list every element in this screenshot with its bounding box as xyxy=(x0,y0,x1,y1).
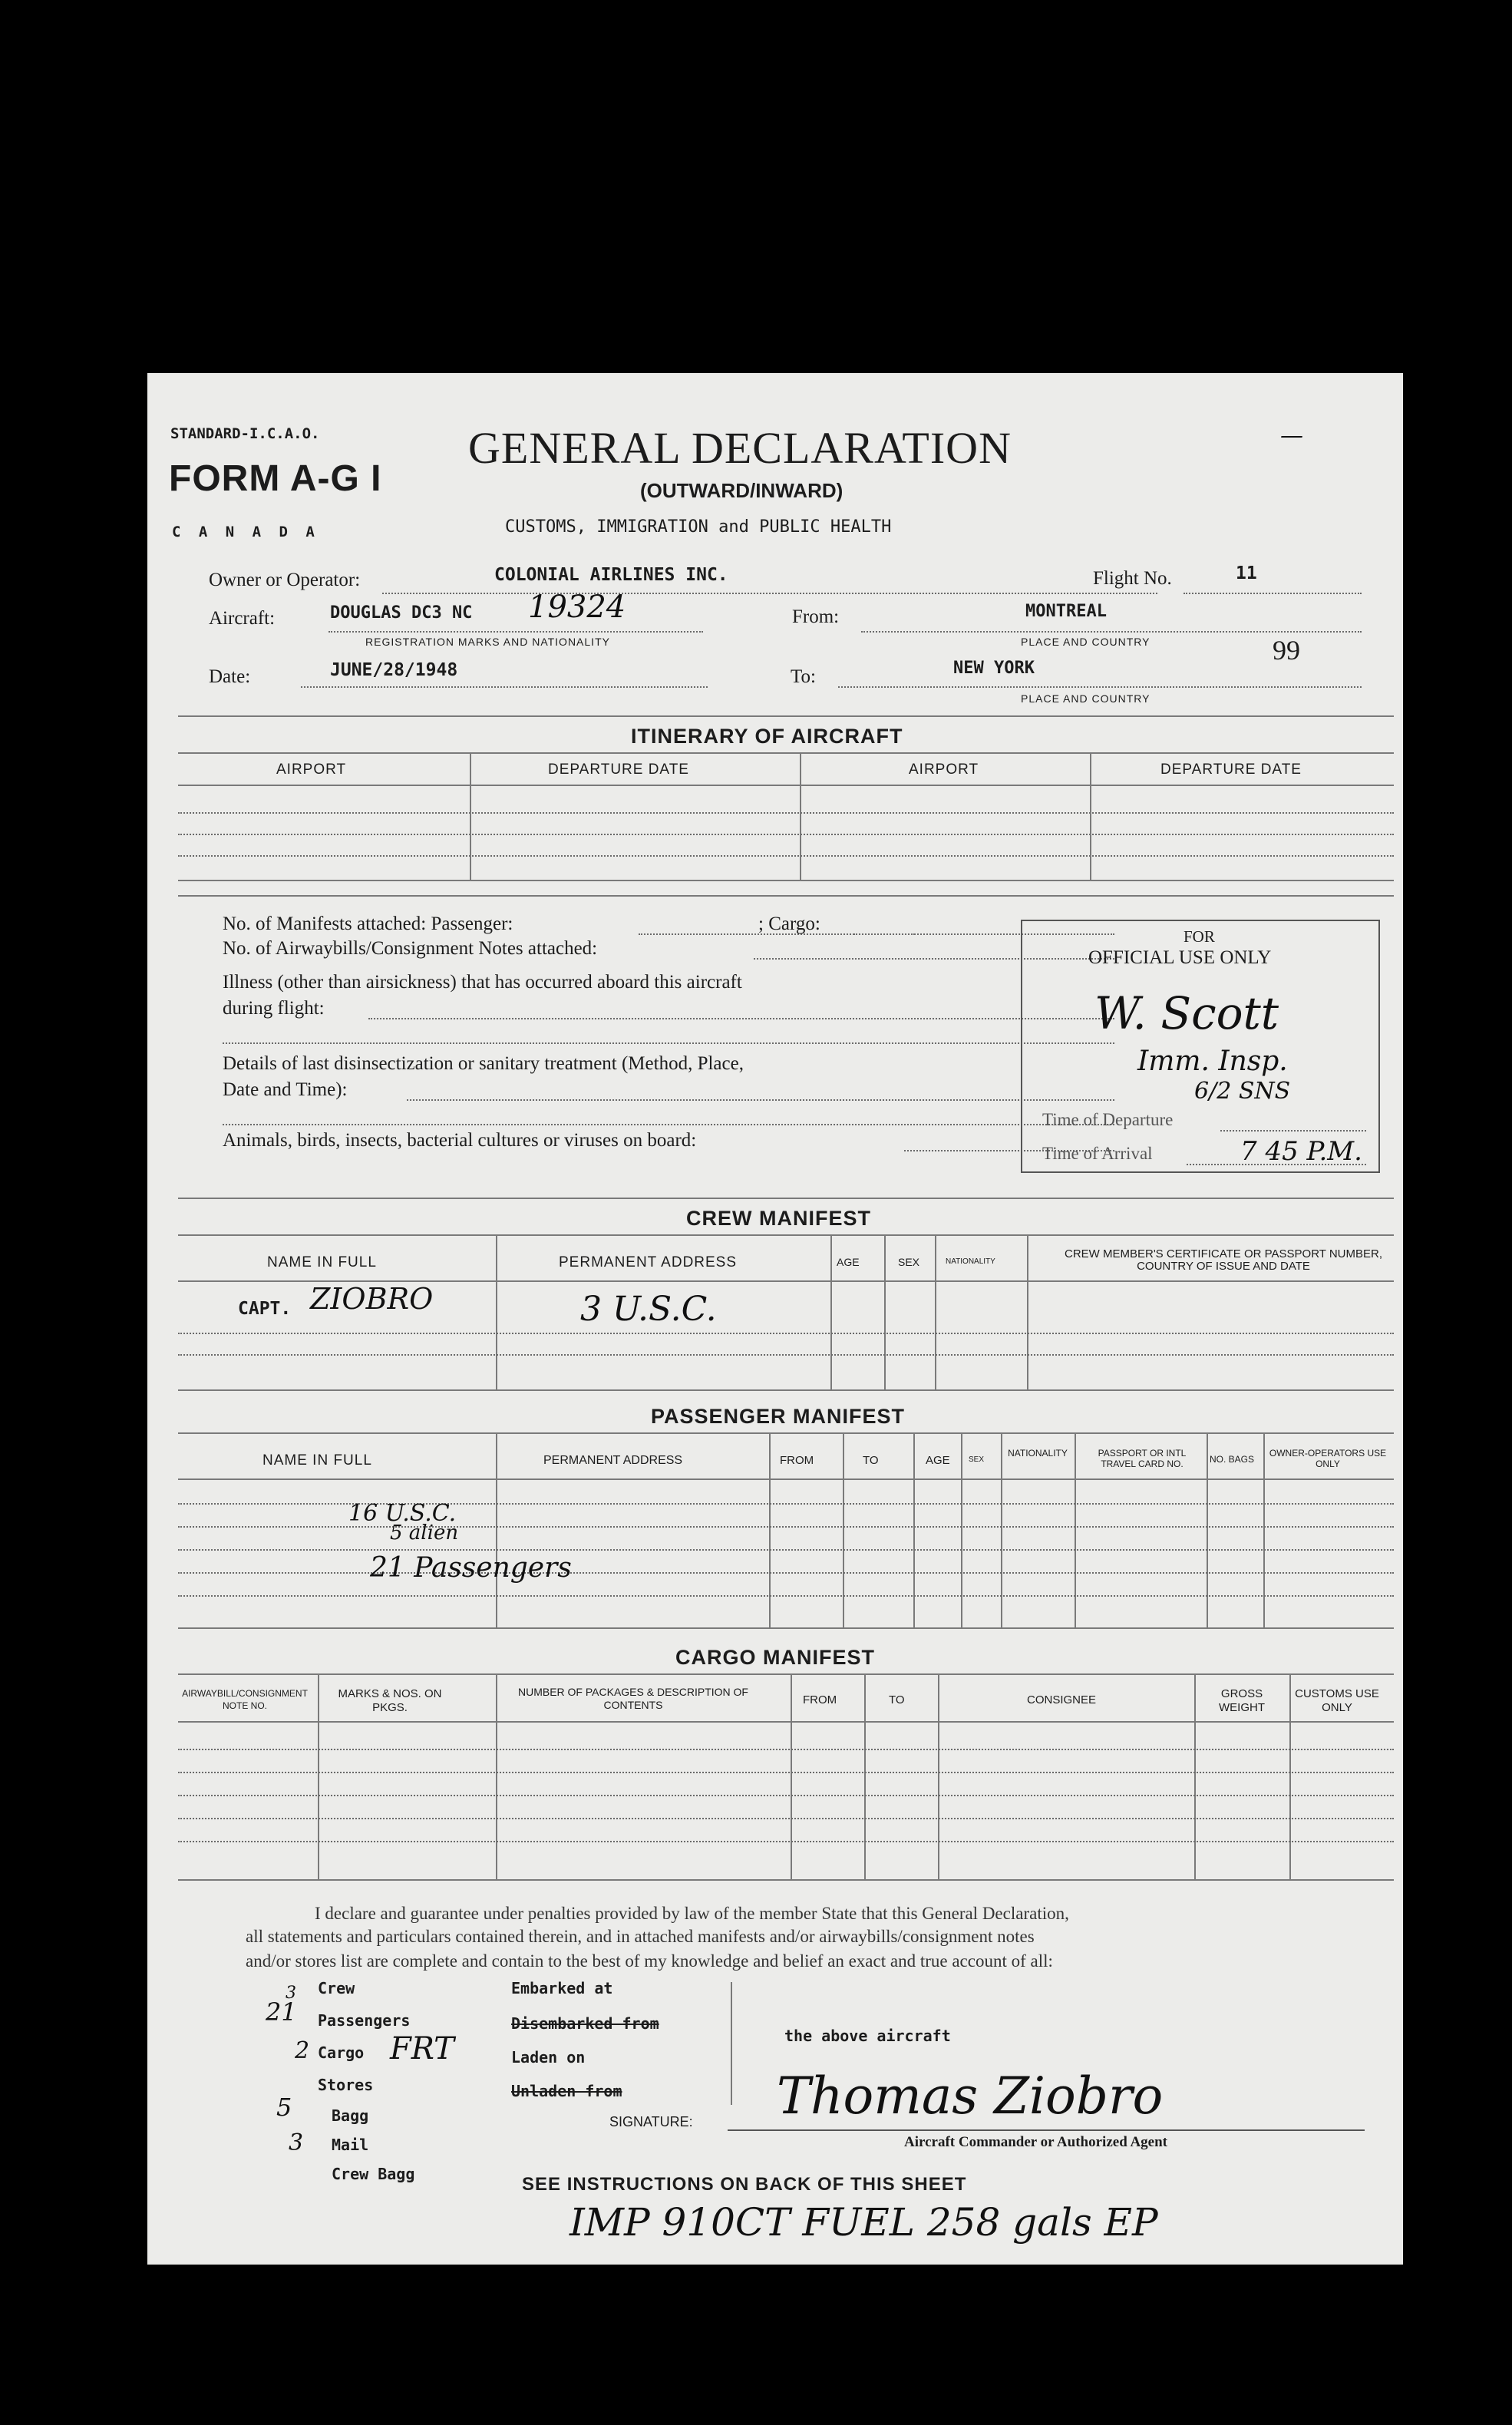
page-number: 99 xyxy=(1273,635,1300,666)
passenger-col-bags: NO. BAGS xyxy=(1210,1454,1255,1465)
to-label: To: xyxy=(791,666,816,687)
cargo-title: CARGO MANIFEST xyxy=(675,1646,875,1669)
date-label: Date: xyxy=(209,666,251,687)
cargo-col-to: TO xyxy=(889,1693,905,1706)
declaration-form xyxy=(147,373,1403,2265)
owner-label: Owner or Operator: xyxy=(209,570,361,590)
registration-caption: REGISTRATION MARKS AND NATIONALITY xyxy=(365,636,610,648)
passenger-col-age: AGE xyxy=(926,1454,950,1467)
mail-label: Mail xyxy=(332,2136,369,2154)
passenger-col-passport: PASSPORT OR INTL TRAVEL CARD NO. xyxy=(1098,1448,1187,1469)
illness-label-2: during flight: xyxy=(223,998,325,1019)
unladen-label: Unladen from xyxy=(511,2082,622,2100)
aircraft-value: DOUGLAS DC3 NC xyxy=(330,603,473,623)
embarked-label: Embarked at xyxy=(511,1979,613,1997)
animals-label: Animals, birds, insects, bacterial cultures or viruses on board: xyxy=(223,1130,697,1151)
cargo-col-consignee: CONSIGNEE xyxy=(1027,1693,1097,1706)
cargo-col-weight: GROSS WEIGHT xyxy=(1219,1687,1265,1714)
crew-col-address: PERMANENT ADDRESS xyxy=(559,1254,738,1270)
place-country-2: PLACE AND COUNTRY xyxy=(1021,692,1151,705)
disembarked-label: Disembarked from xyxy=(511,2014,659,2033)
passengers-label: Passengers xyxy=(318,2011,411,2030)
crew-col-nationality: NATIONALITY xyxy=(946,1257,995,1266)
crew-address: 3 U.S.C. xyxy=(580,1290,717,1329)
crew-col-name: NAME IN FULL xyxy=(267,1254,377,1270)
official-title: OFFICIAL USE ONLY xyxy=(1088,947,1272,968)
aircraft-label: Aircraft: xyxy=(209,608,276,629)
cargo-col-airwaybill: AIRWAYBILL/CONSIGNMENT NOTE NO. xyxy=(182,1688,308,1711)
passenger-col-to: TO xyxy=(863,1454,879,1467)
crew-label: Crew xyxy=(318,1979,355,1997)
crew-name-prefix: CAPT. xyxy=(238,1299,292,1319)
passengers-count: 21 xyxy=(266,1997,297,2027)
bagg-count: 5 xyxy=(276,2093,292,2122)
from-value: MONTREAL xyxy=(1025,602,1107,621)
passenger-col-owner: OWNER-OPERATORS USE ONLY xyxy=(1269,1448,1387,1469)
flight-value: 11 xyxy=(1236,563,1257,583)
declaration-line-1: I declare and guarantee under penalties provided by law of the member State that this General Declaration, xyxy=(315,1904,1069,1923)
passenger-note-1: 16 U.S.C. xyxy=(348,1500,457,1527)
passenger-col-name: NAME IN FULL xyxy=(262,1452,372,1469)
official-for: FOR xyxy=(1184,927,1215,946)
official-note-1: Imm. Insp. xyxy=(1137,1046,1288,1077)
passenger-note-3: 21 Passengers xyxy=(370,1552,572,1584)
illness-label: Illness (other than airsickness) that has occurred aboard this aircraft xyxy=(223,972,742,993)
fuel-note: IMP 910CT FUEL 258 gals EP xyxy=(569,2200,1158,2245)
declaration-line-3: and/or stores list are complete and contain to the best of my knowledge and belief an exact and true account of all: xyxy=(246,1951,1053,1971)
cargo-col-from: FROM xyxy=(803,1693,837,1706)
itinerary-col-date-2: DEPARTURE DATE xyxy=(1160,762,1302,778)
cargo-col-customs: CUSTOMS USE ONLY xyxy=(1295,1687,1379,1714)
commander-signature: Thomas Ziobro xyxy=(777,2067,1164,2126)
to-value: NEW YORK xyxy=(953,659,1035,678)
signature-label: SIGNATURE: xyxy=(609,2114,693,2129)
crew-col-sex: SEX xyxy=(898,1256,920,1268)
mail-count: 3 xyxy=(289,2129,304,2156)
flight-label: Flight No. xyxy=(1093,568,1172,589)
laden-label: Laden on xyxy=(511,2048,586,2067)
passenger-note-2: 5 alien xyxy=(390,1521,459,1545)
page-title: GENERAL DECLARATION xyxy=(468,423,1012,473)
bagg-label: Bagg xyxy=(332,2106,369,2125)
form-number: FORM A-G I xyxy=(169,458,382,499)
airwaybills-label: No. of Airwaybills/Consignment Notes attached: xyxy=(223,938,598,959)
from-label: From: xyxy=(792,606,840,627)
crew-col-certificate: CREW MEMBER'S CERTIFICATE OR PASSPORT NUMBER, COUNTRY OF ISSUE AND DATE xyxy=(1064,1247,1383,1273)
date-value: JUNE/28/1948 xyxy=(330,660,458,680)
country: C A N A D A xyxy=(172,524,319,540)
cargo-col-marks: MARKS & NOS. ON PKGS. xyxy=(338,1687,442,1714)
official-note-2: 6/2 SNS xyxy=(1194,1078,1291,1105)
arrival-label: Time of Arrival xyxy=(1042,1144,1153,1163)
passenger-col-address: PERMANENT ADDRESS xyxy=(543,1454,683,1467)
itinerary-col-airport-1: AIRPORT xyxy=(276,762,347,778)
itinerary-title: ITINERARY OF AIRCRAFT xyxy=(631,725,903,748)
crew-bagg-label: Crew Bagg xyxy=(332,2165,415,2183)
cargo-bottom-label: Cargo xyxy=(318,2043,365,2062)
manifests-label: No. of Manifests attached: Passenger: xyxy=(223,914,513,934)
cargo-label: ; Cargo: xyxy=(758,914,820,934)
owner-value: COLONIAL AIRLINES INC. xyxy=(494,565,728,585)
itinerary-col-date-1: DEPARTURE DATE xyxy=(548,762,689,778)
crew-name: ZIOBRO xyxy=(310,1282,434,1316)
passenger-title: PASSENGER MANIFEST xyxy=(651,1405,906,1428)
aircraft-number: 19324 xyxy=(528,590,626,625)
cargo-note: FRT xyxy=(390,2031,454,2067)
icao-standard: STANDARD-I.C.A.O. xyxy=(170,425,320,442)
place-country-1: PLACE AND COUNTRY xyxy=(1021,636,1151,648)
arrival-value: 7 45 P.M. xyxy=(1240,1136,1362,1167)
instructions-note: SEE INSTRUCTIONS ON BACK OF THIS SHEET xyxy=(522,2174,967,2195)
passenger-col-from: FROM xyxy=(780,1454,814,1467)
crew-col-age: AGE xyxy=(837,1256,860,1268)
direction: (OUTWARD/INWARD) xyxy=(640,479,843,502)
stores-label: Stores xyxy=(318,2076,374,2094)
cargo-col-packages: NUMBER OF PACKAGES & DESCRIPTION OF CONTENTS xyxy=(517,1686,748,1711)
disinsect-label-2: Date and Time): xyxy=(223,1079,348,1100)
commander-label: Aircraft Commander or Authorized Agent xyxy=(904,2134,1168,2150)
declaration-line-2: all statements and particulars contained therein, and in attached manifests and/or airwaybills/consignment notes xyxy=(246,1927,1035,1946)
passenger-col-nationality: NATIONALITY xyxy=(1008,1448,1068,1459)
departure-label: Time of Departure xyxy=(1042,1110,1174,1129)
crew-title: CREW MANIFEST xyxy=(686,1207,871,1230)
passenger-col-sex: SEX xyxy=(969,1455,985,1464)
disinsect-label: Details of last disinsectization or sanitary treatment (Method, Place, xyxy=(223,1053,744,1074)
official-signature: W. Scott xyxy=(1094,987,1279,1039)
corner-mark: — xyxy=(1280,422,1303,449)
crew-count: 3 xyxy=(286,1984,296,2003)
cargo-count: 2 xyxy=(295,2037,310,2064)
above-aircraft: the above aircraft xyxy=(784,2027,951,2045)
itinerary-col-airport-2: AIRPORT xyxy=(909,762,979,778)
agencies: CUSTOMS, IMMIGRATION and PUBLIC HEALTH xyxy=(505,517,892,537)
